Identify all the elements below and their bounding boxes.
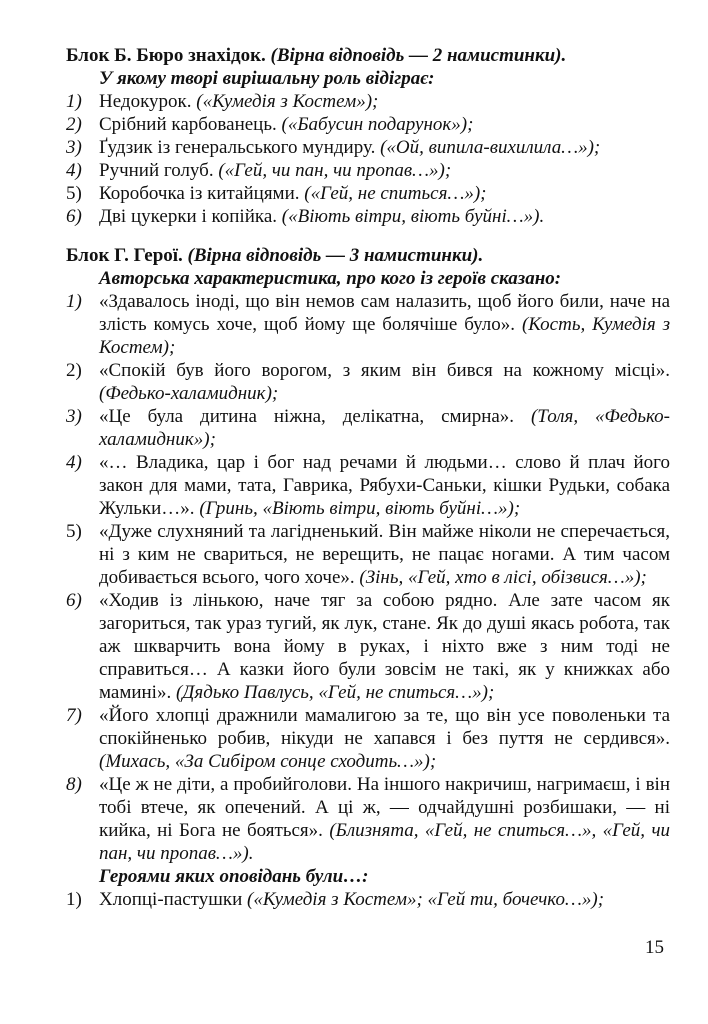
list-item (66, 359, 670, 405)
block-g-heading (66, 244, 670, 267)
block-b-scoring: (Вірна відповідь — 2 намистинки). (270, 45, 567, 66)
block-b-title: Блок Б. Бюро знахідок. (66, 45, 266, 66)
item-text: «Спокій був його ворогом, з яким він бився на кожному місці». (Федько-халамидник); (99, 360, 670, 404)
item-answer: («Гей, не спиться…»); (304, 183, 487, 204)
item-text: Хлопці-пастушки («Кумедія з Костем»; «Гей ти, бочечко…»); (99, 889, 605, 910)
item-number: 4) (66, 160, 82, 181)
block-b-list (66, 90, 670, 228)
item-answer: («Кумедія з Костем»); (196, 91, 379, 112)
block-g-question-2: Героями яких оповідань були…: (99, 866, 369, 887)
item-text: Дві цукерки і копійка. («Віють вітри, віють буйні…»). (99, 206, 545, 227)
list-item (66, 182, 670, 205)
item-text: Ручний голуб. («Гей, чи пан, чи пропав…»); (99, 160, 452, 181)
page-content (66, 44, 670, 911)
list-item (66, 205, 670, 228)
block-b-question: У якому творі вирішальну роль відіграє: (99, 68, 435, 89)
item-number: 3) (66, 406, 82, 427)
list-item (66, 704, 670, 773)
list-item (66, 113, 670, 136)
list-item (66, 451, 670, 520)
item-text: «… Владика, цар і бог над речами й людьми… слово й плач його закон для мами, тата, Гаврика, Рябухи-Саньки, кішки Рудьки, собака Жульки…». (Гринь, «Віють вітри, віють буйні…»); (99, 452, 670, 519)
item-text: «Дуже слухняний та лагідненький. Він майже ніколи не сперечається, ні з ким не свариться, не верещить, не пацає ногами. А тим часом добивається всього, чого хоче». (Зінь, «Гей, хто в лісі, обізвися…»); (99, 521, 670, 588)
item-answer: (Кость, Кумедія з Костем); (99, 314, 670, 358)
item-number: 2) (66, 360, 82, 381)
item-answer: («Віють вітри, віють буйні…»). (281, 206, 545, 227)
item-text: Коробочка із китайцями. («Гей, не спиться…»); (99, 183, 487, 204)
item-answer: (Гринь, «Віють вітри, віють буйні…»); (199, 498, 521, 519)
item-answer: (Михась, «За Сибіром сонце сходить…»); (99, 751, 437, 772)
block-b-heading (66, 44, 670, 67)
list-item (66, 90, 670, 113)
item-text: «Ходив із лінькою, наче тяг за собою рядно. Але зате часом як загориться, так ураз тугий, як лук, стане. Як до душі якась робота, так аж шкварчить вона йому в руках, і ніхто вже з ним тоді не справиться… А казки його були зовсім не такі, як у книжках або мамині». (Дядько Павлусь, «Гей, не спиться…»); (99, 590, 670, 703)
item-answer: (Близнята, «Гей, не спиться…», «Гей, чи пан, чи пропав…»). (99, 820, 671, 864)
item-text: Ґудзик із генеральського мундиру. («Ой, випила-вихилила…»); (99, 137, 601, 158)
item-text: «Це ж не діти, а пробийголови. На іншого накричиш, нагримаєш, і він тобі втече, як опечений. А ці ж, — одчайдушні розбишаки, — ні кийка, ні Бога не бояться». (Близнята, «Гей, не спиться…», «Гей, чи пан, чи пропав…»). (99, 774, 671, 864)
item-number: 6) (66, 206, 82, 227)
list-item (66, 773, 670, 865)
item-number: 3) (66, 137, 82, 158)
list-item (66, 589, 670, 704)
item-answer: («Бабусин подарунок»); (281, 114, 474, 135)
list-item (66, 888, 670, 911)
item-answer: («Ой, випила-вихилила…»); (380, 137, 601, 158)
item-answer: (Дядько Павлусь, «Гей, не спиться…»); (175, 682, 495, 703)
block-g-scoring: (Вірна відповідь — 3 намистинки). (187, 245, 484, 266)
item-number: 7) (66, 705, 82, 726)
item-answer: (Федько-халамидник); (99, 383, 279, 404)
item-number: 8) (66, 774, 82, 795)
list-item (66, 290, 670, 359)
section-spacer (66, 228, 670, 244)
page-number: 15 (645, 937, 664, 958)
item-text: Недокурок. («Кумедія з Костем»); (99, 91, 379, 112)
item-answer: (Зінь, «Гей, хто в лісі, обізвися…»); (359, 567, 647, 588)
item-number: 2) (66, 114, 82, 135)
block-g-title: Блок Г. Герої. (66, 245, 183, 266)
list-item (66, 136, 670, 159)
block-g-list (66, 290, 670, 865)
item-answer: («Кумедія з Костем»; «Гей ти, бочечко…»); (247, 889, 605, 910)
item-number: 1) (66, 91, 82, 112)
item-number: 1) (66, 889, 82, 910)
item-number: 5) (66, 521, 82, 542)
item-text: Срібний карбованець. («Бабусин подарунок»); (99, 114, 474, 135)
item-text: «Його хлопці дражнили мамалигою за те, що він усе поволеньки та спокійненько робив, нікуди не хапався і без пуття не сердився». (Михась, «За Сибіром сонце сходить…»); (99, 705, 670, 772)
block-g-list-2 (66, 888, 670, 911)
item-number: 6) (66, 590, 82, 611)
item-answer: («Гей, чи пан, чи пропав…»); (218, 160, 452, 181)
item-number: 4) (66, 452, 82, 473)
list-item (66, 405, 670, 451)
list-item (66, 520, 670, 589)
item-answer: (Толя, «Федько-халамидник»); (99, 406, 671, 450)
item-text: «Здавалось іноді, що він немов сам налазить, щоб його били, наче на злість комусь хоче, щоб йому ще болячіше було». (Кость, Кумедія з Костем); (99, 291, 670, 358)
item-number: 5) (66, 183, 82, 204)
item-number: 1) (66, 291, 82, 312)
block-g-question: Авторська характеристика, про кого із героїв сказано: (99, 268, 562, 289)
item-text: «Це була дитина ніжна, делікатна, смирна». (Толя, «Федько-халамидник»); (99, 406, 671, 450)
list-item (66, 159, 670, 182)
